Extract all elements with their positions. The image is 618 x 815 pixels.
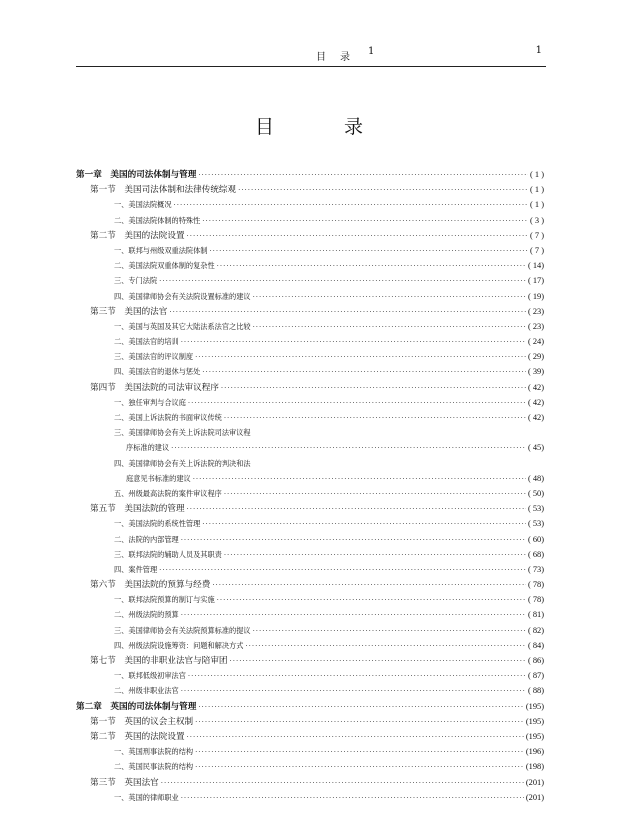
toc-entry-page: (198) bbox=[525, 762, 544, 772]
header-title: 目录 bbox=[316, 52, 364, 63]
toc-entry bbox=[76, 759, 544, 774]
toc-entry bbox=[76, 516, 544, 531]
toc-leader-dots bbox=[217, 259, 526, 273]
toc-entry-page: ( 7 ) bbox=[530, 230, 544, 240]
toc-entry-title: 二、州级非职业法官 bbox=[114, 686, 179, 696]
toc-entry bbox=[76, 532, 544, 547]
toc-entry-page: ( 78) bbox=[527, 595, 544, 605]
toc-entry-page: ( 78) bbox=[527, 580, 544, 590]
toc-leader-dots bbox=[188, 396, 526, 410]
header-page-number: 1 bbox=[535, 45, 542, 56]
toc-entry-title: 一、美国法院的系统性管理 bbox=[114, 519, 201, 529]
toc-entry-title: 一、联邦低级初审法官 bbox=[114, 671, 186, 681]
toc-leader-dots bbox=[224, 548, 526, 562]
toc-entry bbox=[76, 319, 544, 334]
toc-leader-dots bbox=[181, 684, 526, 698]
toc-entry-page: (196) bbox=[525, 747, 544, 757]
toc-entry-page: ( 42) bbox=[527, 382, 544, 392]
toc-leader-dots bbox=[224, 411, 526, 425]
toc-entry bbox=[76, 653, 544, 668]
toc-entry-title: 四、美国律师协会有关法院设置标准的建议 bbox=[114, 291, 251, 301]
toc-entry bbox=[76, 562, 544, 577]
toc-leader-dots bbox=[202, 214, 528, 228]
toc-leader-dots bbox=[209, 244, 528, 258]
toc-entry-title: 序标准的建议 bbox=[126, 443, 170, 453]
toc-entry-title: 三、美国律师协会有关上诉法院司法审议程 bbox=[114, 428, 251, 438]
toc-leader-dots bbox=[159, 274, 526, 288]
toc-entry-title: 二、美国上诉法院的书面审议传统 bbox=[114, 413, 222, 422]
toc-entry bbox=[76, 304, 544, 319]
toc-entry-page: ( 84) bbox=[527, 640, 544, 650]
toc-entry-title: 四、案件管理 bbox=[114, 564, 158, 574]
toc-entry-page: ( 1 ) bbox=[530, 170, 544, 179]
toc-leader-dots bbox=[181, 608, 526, 622]
toc-leader-dots bbox=[169, 305, 526, 319]
toc-entry-page: ( 50) bbox=[527, 488, 544, 498]
toc-leader-dots bbox=[181, 335, 526, 349]
toc-entry-page: ( 39) bbox=[527, 367, 544, 377]
toc-entry bbox=[76, 440, 544, 455]
toc-entry-title: 三、美国律师协会有关法院预算标准的提议 bbox=[114, 625, 251, 635]
toc-entry-title: 一、联邦法院预算的制订与实施 bbox=[114, 595, 215, 605]
toc-entry bbox=[76, 228, 544, 243]
toc-entry bbox=[76, 289, 544, 304]
toc-entry bbox=[76, 486, 544, 501]
toc-leader-dots bbox=[159, 563, 526, 577]
toc-entry-title: 四、州级法院设施筹资：问题和解决方式 bbox=[114, 640, 244, 650]
toc-entry-page: ( 87) bbox=[527, 671, 544, 681]
toc-entry-title: 二、法院的内部管理 bbox=[114, 534, 179, 544]
toc-entry bbox=[76, 364, 544, 379]
toc-entry-title: 二、州级法院的预算 bbox=[114, 610, 179, 620]
toc-entry bbox=[76, 577, 544, 592]
toc-entry-title: 一、英国刑事法院的结构 bbox=[114, 747, 194, 757]
toc-entry bbox=[76, 668, 544, 683]
toc-entry-title: 三、美国法官的评议制度 bbox=[114, 352, 194, 362]
toc-entry-page: ( 48) bbox=[527, 473, 544, 483]
toc-leader-dots bbox=[198, 168, 528, 182]
toc-entry bbox=[76, 167, 544, 182]
toc-entry-title: 二、美国法官的培训 bbox=[114, 337, 179, 347]
toc-entry bbox=[76, 729, 544, 744]
toc-entry-page: ( 29) bbox=[527, 352, 544, 362]
toc-entry-title: 一、英国的律师职业 bbox=[114, 792, 179, 802]
toc-leader-dots bbox=[212, 578, 526, 592]
toc-entry-page: ( 53) bbox=[527, 504, 544, 514]
toc-entry-page: ( 7 ) bbox=[530, 245, 544, 255]
toc-entry-title: 第二节 英国的法院设置 bbox=[90, 731, 185, 742]
toc-entry-title: 二、美国法院双重体制的复杂性 bbox=[114, 261, 215, 271]
toc-entry bbox=[76, 699, 544, 714]
toc-entry-title: 第七节 美国的非职业法官与陪审团 bbox=[90, 656, 228, 666]
toc-entry bbox=[76, 471, 544, 486]
toc-entry-page: ( 88) bbox=[527, 686, 544, 696]
toc-entry-page: ( 17) bbox=[527, 276, 544, 286]
toc-leader-dots bbox=[253, 290, 526, 304]
toc-entry bbox=[76, 683, 544, 698]
toc-entry-title: 一、美国法院概况 bbox=[114, 200, 172, 210]
toc-leader-dots bbox=[171, 441, 526, 455]
toc-entry bbox=[76, 501, 544, 516]
toc-leader-dots bbox=[224, 487, 526, 501]
toc-entry-page: ( 53) bbox=[527, 519, 544, 529]
toc-entry-title: 四、美国法官的退休与惩处 bbox=[114, 367, 201, 377]
toc-entry bbox=[76, 258, 544, 273]
toc-leader-dots bbox=[217, 593, 526, 607]
toc-entry bbox=[76, 380, 544, 395]
toc-entry-title: 五、州级最高法院的案件审议程序 bbox=[114, 488, 222, 498]
toc-entry-title: 第三节 英国法官 bbox=[90, 777, 159, 788]
toc-entry-page: ( 42) bbox=[527, 397, 544, 407]
toc-entry bbox=[76, 623, 544, 638]
toc-entry-title: 一、联邦与州级双重法院体制 bbox=[114, 245, 208, 255]
toc-entry-title: 第四节 美国法院的司法审议程序 bbox=[90, 382, 219, 393]
toc-entry-title: 第三节 美国的法官 bbox=[90, 306, 168, 317]
running-header bbox=[76, 42, 546, 67]
toc-entry bbox=[76, 790, 544, 805]
toc-leader-dots bbox=[187, 229, 529, 243]
toc-entry-page: (201) bbox=[525, 777, 544, 787]
toc-entry bbox=[76, 592, 544, 607]
toc-leader-dots bbox=[181, 791, 524, 805]
toc-leader-dots bbox=[187, 730, 524, 744]
toc-entry-page: ( 23) bbox=[527, 321, 544, 331]
toc-entry-title: 庭意见书标准的建议 bbox=[126, 473, 191, 483]
toc-leader-dots bbox=[195, 760, 524, 774]
toc-leader-dots bbox=[238, 183, 528, 197]
toc-entry bbox=[76, 273, 544, 288]
toc-entry bbox=[76, 182, 544, 197]
toc-entry-title: 四、美国律师协会有关上诉法院的判决和法 bbox=[114, 458, 251, 468]
toc-leader-dots bbox=[195, 745, 524, 759]
toc-entry bbox=[76, 547, 544, 562]
toc-entry bbox=[76, 213, 544, 228]
toc-entry bbox=[76, 334, 544, 349]
toc-entry-page: ( 14) bbox=[527, 261, 544, 271]
toc-entry-page: ( 23) bbox=[527, 306, 544, 316]
toc-leader-dots bbox=[187, 502, 526, 516]
toc-entry-page: (195) bbox=[525, 701, 544, 711]
toc-entry bbox=[76, 197, 544, 212]
toc-entry-title: 三、专门法院 bbox=[114, 276, 158, 286]
toc-entry-page: ( 1 ) bbox=[530, 185, 544, 195]
toc-leader-dots bbox=[202, 517, 526, 531]
toc-entry bbox=[76, 638, 544, 653]
toc-entry-page: ( 42) bbox=[527, 413, 544, 422]
toc-leader-dots bbox=[202, 365, 526, 379]
toc-entry bbox=[76, 349, 544, 364]
toc-entry bbox=[76, 714, 544, 729]
toc-entry-page: ( 1 ) bbox=[530, 200, 544, 210]
toc-leader-dots bbox=[188, 669, 526, 683]
toc-entry bbox=[76, 775, 544, 790]
toc-entry-page: (195) bbox=[525, 731, 544, 741]
toc-leader-dots bbox=[193, 472, 526, 486]
toc-entry-page: ( 19) bbox=[527, 291, 544, 301]
table-of-contents bbox=[76, 167, 544, 805]
toc-entry-title: 三、联邦法院的辅助人员及其职责 bbox=[114, 549, 222, 559]
toc-entry-page: ( 3 ) bbox=[530, 215, 544, 225]
toc-entry-title: 第二节 美国的法院设置 bbox=[90, 230, 185, 241]
toc-entry bbox=[76, 395, 544, 410]
toc-leader-dots bbox=[195, 715, 524, 729]
toc-leader-dots bbox=[245, 639, 526, 653]
toc-entry-title: 第一节 美国司法体制和法律传统综观 bbox=[90, 185, 237, 196]
page-title: 目 录 bbox=[254, 116, 396, 138]
toc-leader-dots bbox=[221, 381, 526, 395]
toc-entry-page: ( 24) bbox=[527, 337, 544, 347]
toc-entry-page: ( 73) bbox=[527, 564, 544, 574]
toc-entry-page: ( 45) bbox=[527, 443, 544, 453]
toc-entry-title: 第一章 美国的司法体制与管理 bbox=[76, 170, 197, 180]
toc-entry-page: ( 81) bbox=[527, 610, 544, 620]
toc-entry-title: 一、独任审判与合议庭 bbox=[114, 397, 186, 407]
toc-entry bbox=[76, 425, 544, 440]
toc-entry-title: 一、美国与英国及其它大陆法系法官之比较 bbox=[114, 321, 251, 331]
toc-entry bbox=[76, 456, 544, 471]
toc-entry-page: (201) bbox=[525, 792, 544, 802]
toc-entry bbox=[76, 607, 544, 622]
toc-leader-dots bbox=[198, 700, 524, 714]
toc-entry bbox=[76, 744, 544, 759]
toc-leader-dots bbox=[195, 350, 526, 364]
toc-entry-page: ( 60) bbox=[527, 534, 544, 544]
toc-entry-title: 第五节 美国法院的管理 bbox=[90, 504, 185, 515]
toc-entry-title: 第二章 英国的司法体制与管理 bbox=[76, 701, 197, 712]
toc-entry-title: 二、英国民事法院的结构 bbox=[114, 762, 194, 772]
toc-entry-title: 第一节 英国的议会主权制 bbox=[90, 716, 194, 727]
toc-entry bbox=[76, 410, 544, 425]
toc-entry-page: ( 86) bbox=[527, 656, 544, 665]
toc-leader-dots bbox=[161, 776, 524, 790]
toc-entry-title: 二、美国法院体制的特殊性 bbox=[114, 215, 201, 225]
toc-leader-dots bbox=[174, 198, 529, 212]
toc-entry-page: ( 68) bbox=[527, 549, 544, 559]
toc-entry-page: ( 82) bbox=[527, 625, 544, 635]
toc-leader-dots bbox=[253, 320, 526, 334]
toc-leader-dots bbox=[253, 624, 526, 638]
toc-entry bbox=[76, 243, 544, 258]
toc-entry-page: (195) bbox=[525, 716, 544, 726]
toc-leader-dots bbox=[230, 654, 526, 668]
toc-leader-dots bbox=[181, 533, 526, 547]
header-section-number: 1 bbox=[368, 46, 375, 57]
toc-entry-title: 第六节 美国法院的预算与经费 bbox=[90, 580, 211, 591]
